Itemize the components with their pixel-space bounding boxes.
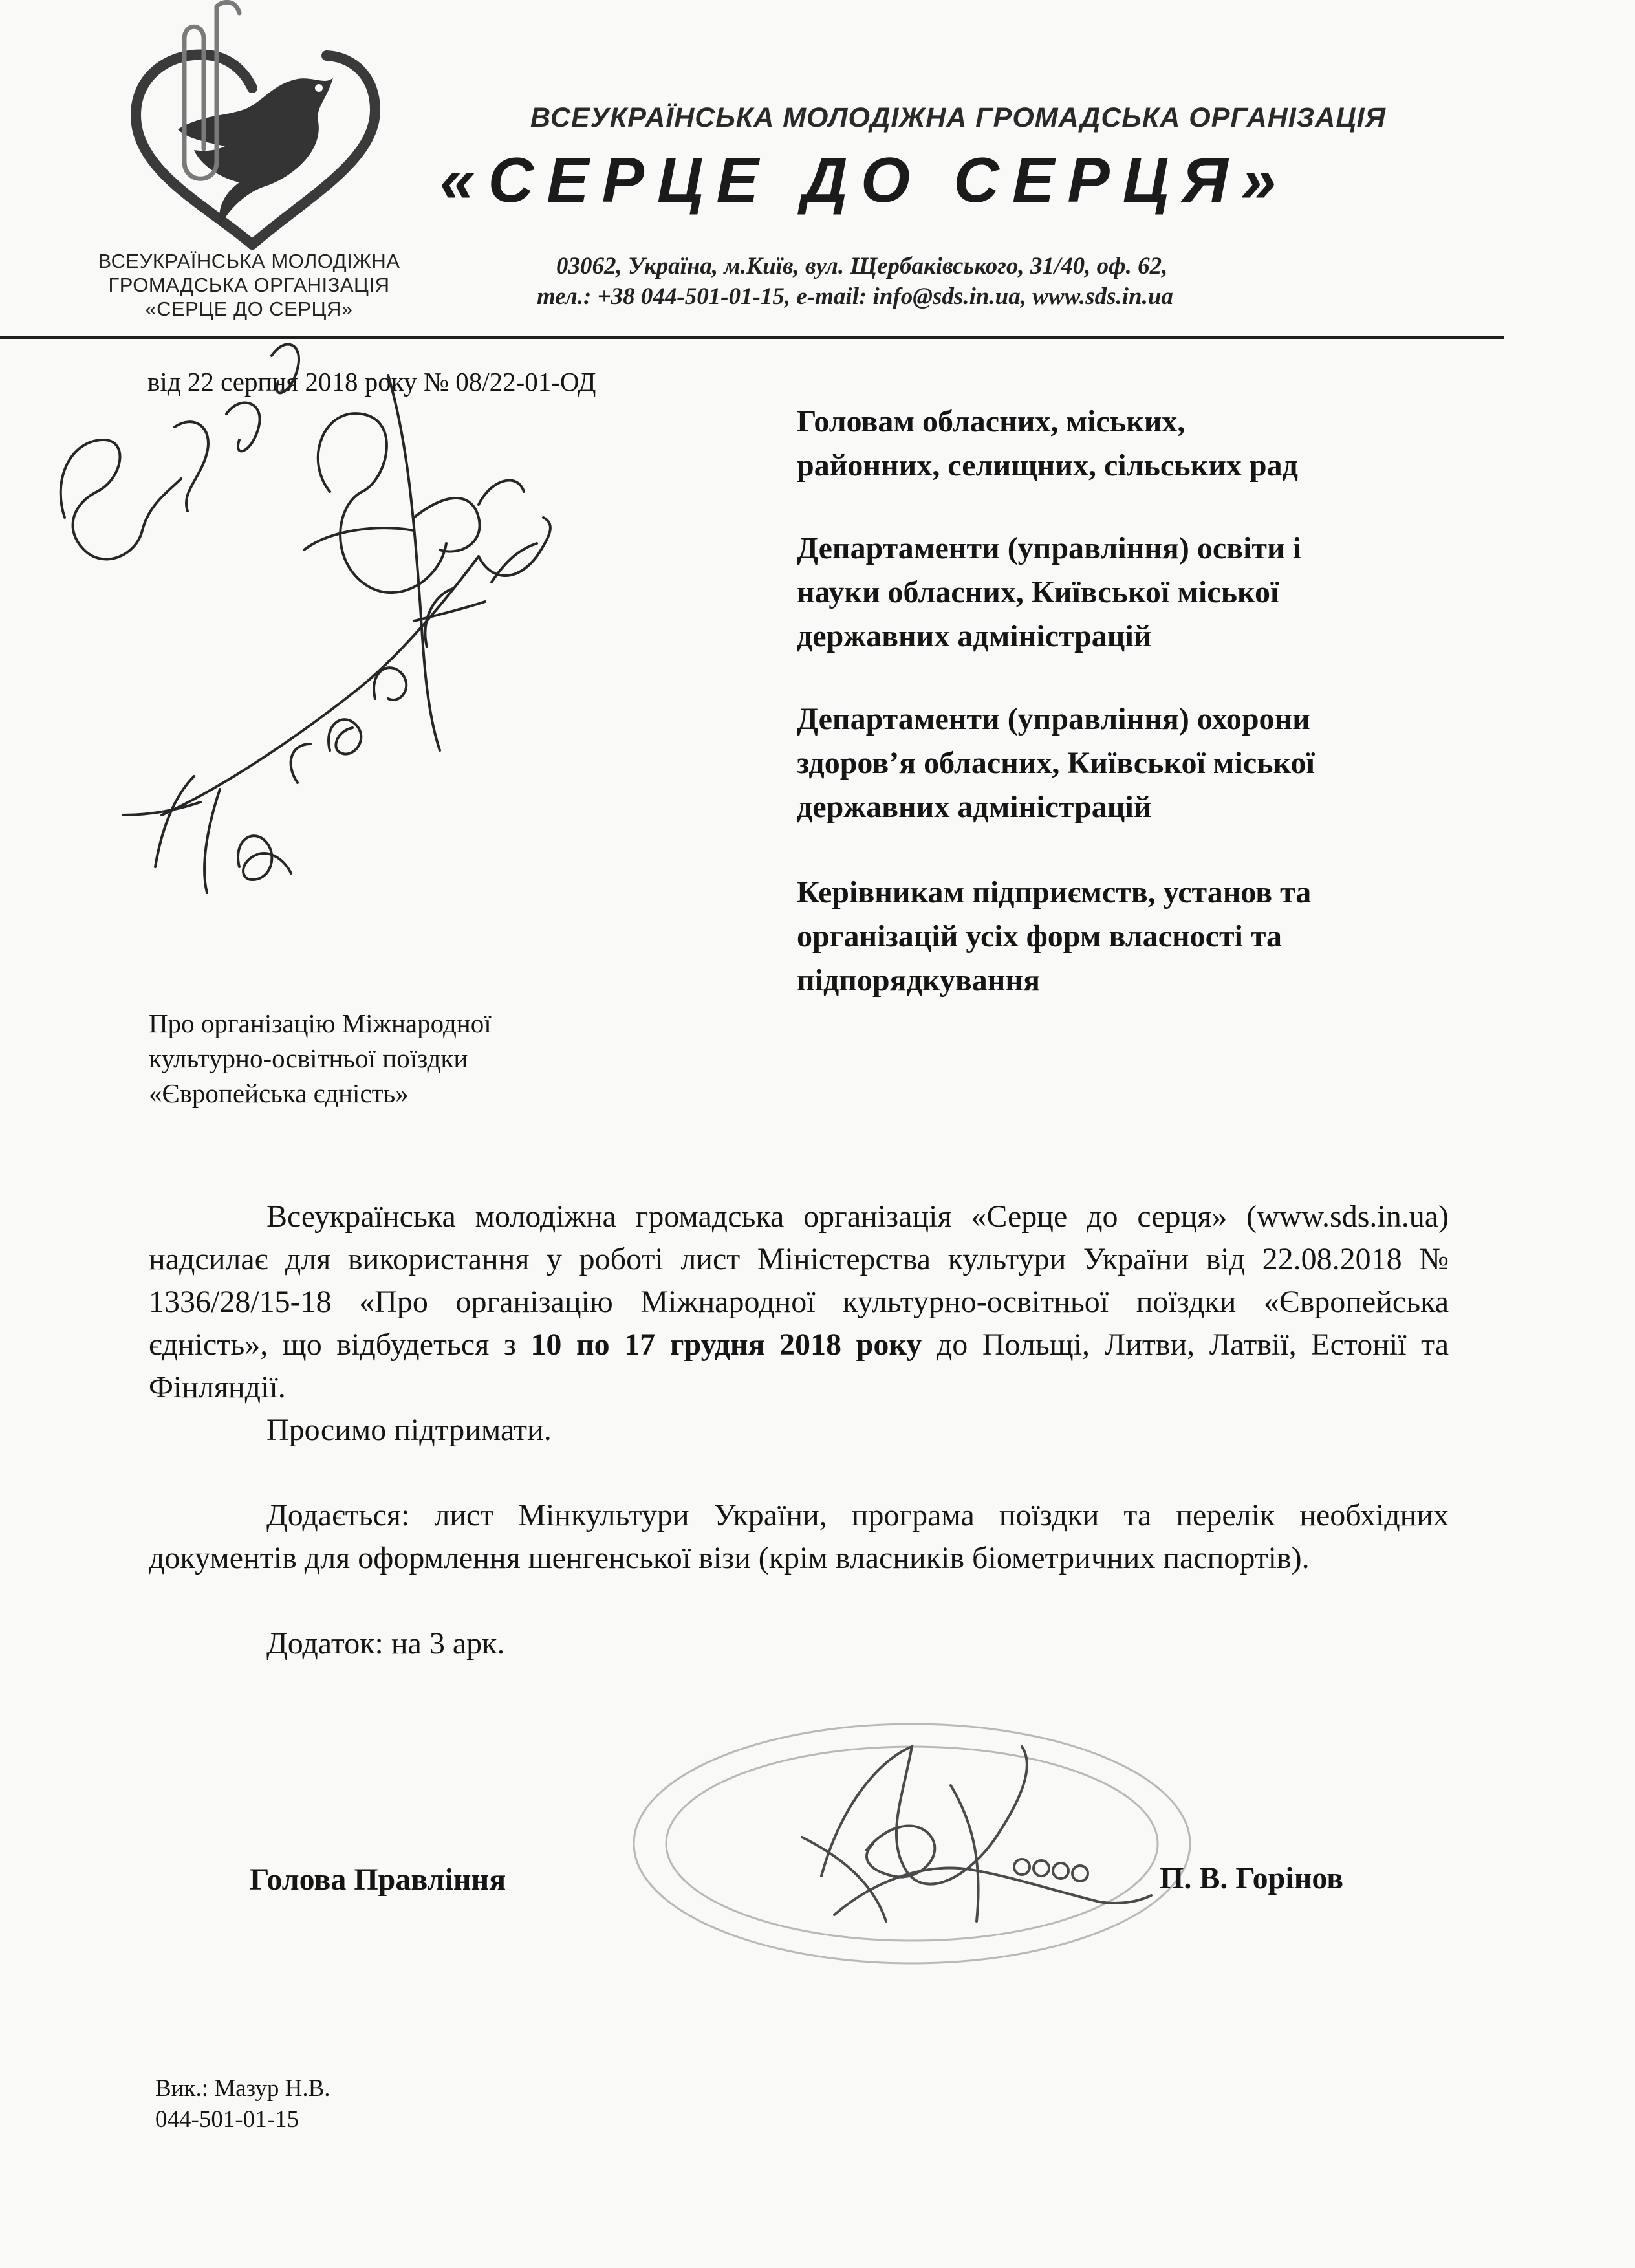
- organization-contacts: тел.: +38 044-501-01-15, e-mail: info@sds.in.ua, www.sds.in.ua: [537, 283, 1173, 310]
- logo-caption-line: «СЕРЦЕ ДО СЕРЦЯ»: [145, 298, 353, 320]
- subject-line: «Європейська єдність»: [149, 1078, 409, 1108]
- body-paragraph: Додається: лист Мінкультури України, програма поїздки та перелік необхідних документів для оформлення шенгенської візи (крім власників біометричних паспортів).: [149, 1498, 1449, 1575]
- addressee-line: Керівникам підприємств, установ та: [797, 875, 1312, 910]
- addressee-line: здоров’я обласних, Київської міської: [797, 746, 1315, 780]
- executor-phone: 044-501-01-15: [155, 2106, 299, 2133]
- organization-type: ВСЕУКРАЇНСЬКА МОЛОДІЖНА ГРОМАДСЬКА ОРГАНІЗАЦІЯ: [530, 102, 1386, 133]
- organization-name: «СЕРЦЕ ДО СЕРЦЯ»: [440, 144, 1290, 215]
- letter-reference: від 22 серпня 2018 року № 08/22-01-ОД: [147, 367, 596, 397]
- addressee-line: підпорядкування: [797, 963, 1041, 998]
- executor-name: Вик.: Мазур Н.В.: [155, 2075, 330, 2102]
- signer-name: П. В. Горінов: [1160, 1861, 1344, 1895]
- addressee-line: організацій усіх форм власності та: [797, 919, 1283, 954]
- logo-caption-line: ГРОМАДСЬКА ОРГАНІЗАЦІЯ: [108, 274, 390, 296]
- addressee-block: [797, 871, 1495, 1003]
- addressee-line: державних адміністрацій: [797, 619, 1152, 653]
- body-paragraph: [149, 1195, 1449, 1409]
- addressee-line: Головам обласних, міських,: [797, 404, 1186, 439]
- logo-caption-line: ВСЕУКРАЇНСЬКА МОЛОДІЖНА: [98, 250, 400, 272]
- letter-subject: [149, 1006, 601, 1111]
- body-text: Всеукраїнська молодіжна громадська організація «Серце до серця» (www.sds.in.ua) надсилає для використання у роботі лист Міністерства культури України від 22.08.2018 № 1336/28/15-18 «Про організацію Міжнародної культурно-освітньої поїздки «Європейська єдність», що відбудеться з: [149, 1199, 1449, 1362]
- addressee-line: науки обласних, Київської міської: [797, 575, 1279, 609]
- organization-address: 03062, Україна, м.Київ, вул. Щербаківського, 31/40, оф. 62,: [556, 253, 1168, 279]
- addressee-line: державних адміністрацій: [797, 790, 1152, 824]
- subject-line: культурно-освітньої поїздки: [149, 1043, 468, 1073]
- addressee-block: [797, 697, 1495, 829]
- body-text: до Польщі, Литви, Латвії, Естонії та Фінляндії.: [149, 1327, 1449, 1404]
- subject-line: Про організацію Міжнародної: [149, 1009, 492, 1038]
- handwritten-resolution: [26, 246, 582, 932]
- attachment-note: Додаток: на 3 арк.: [266, 1626, 505, 1661]
- event-dates: 10 по 17 грудня 2018 року: [530, 1327, 922, 1362]
- paperclip-image: [165, 0, 262, 194]
- addressee-line: Департаменти (управління) освіти і: [797, 531, 1301, 565]
- addressee-line: районних, селищних, сільських рад: [797, 448, 1298, 483]
- addressee-line: Департаменти (управління) охорони: [797, 702, 1310, 736]
- official-stamp: [608, 1708, 1229, 1986]
- letter-body: [149, 1195, 1449, 1665]
- executor-info: [155, 2073, 330, 2135]
- signer-position: Голова Правління: [250, 1862, 506, 1897]
- addressee-block: [797, 400, 1495, 488]
- addressee-block: [797, 527, 1495, 659]
- body-paragraph: Просимо підтримати.: [266, 1413, 552, 1447]
